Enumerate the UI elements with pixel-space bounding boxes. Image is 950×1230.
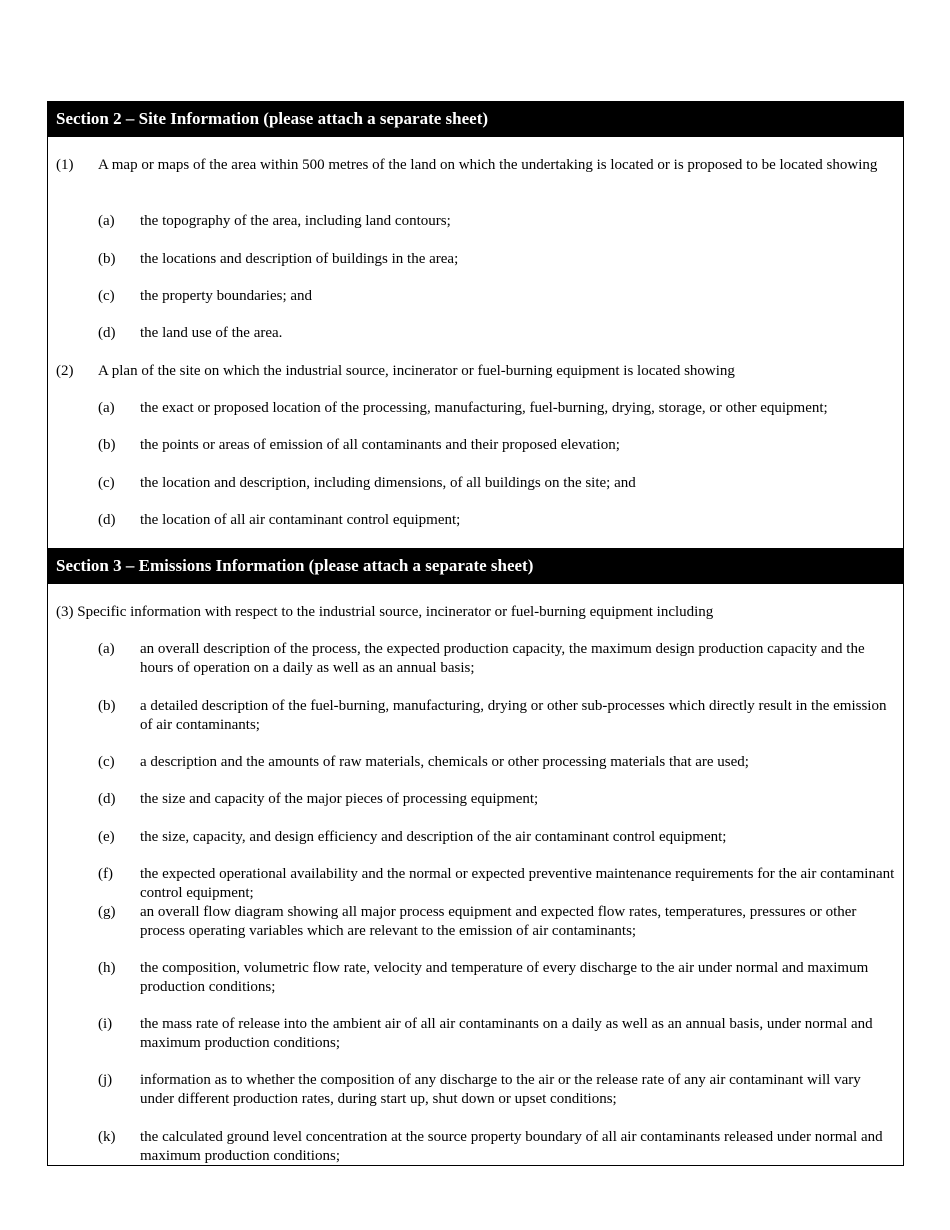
item-3c-label: (c) [98, 754, 115, 770]
item-2-text: A plan of the site on which the industrial source, incinerator or fuel-burning equipment is located showing [98, 363, 735, 379]
item-3f-text: the expected operational availability and the normal or expected preventive maintenance requirements for the air contaminant control equipment; [140, 866, 895, 901]
item-3d-label: (d) [98, 791, 116, 807]
item-3a-label: (a) [98, 641, 115, 657]
item-3j-label: (j) [98, 1072, 113, 1088]
item-3c-text: a description and the amounts of raw materials, chemicals or other processing materials that are used; [140, 754, 749, 770]
item-2-number: (2) [56, 363, 74, 379]
section-2-title: Section 2 – Site Information (please attach a separate sheet) [56, 109, 489, 128]
section-2-header [47, 101, 904, 137]
item-3k-label: (k) [98, 1129, 116, 1145]
item-1c-text: the property boundaries; and [140, 288, 313, 304]
item-2b-text: the points or areas of emission of all contaminants and their proposed elevation; [140, 437, 620, 453]
item-3a-text: an overall description of the process, the expected production capacity, the maximum design production capacity and the hours of operation on a daily as well as an annual basis; [140, 641, 865, 676]
item-1-text: A map or maps of the area within 500 metres of the land on which the undertaking is located or is proposed to be located showing [98, 157, 878, 173]
item-3k-text: the calculated ground level concentration at the source property boundary of all air contaminants released under normal and maximum production conditions; [140, 1129, 883, 1164]
item-1d-label: (d) [98, 325, 116, 341]
item-3b-label: (b) [98, 698, 116, 714]
item-3h-text: the composition, volumetric flow rate, velocity and temperature of every discharge to the air under normal and maximum production conditions; [140, 960, 869, 995]
item-1a-label: (a) [98, 213, 115, 229]
item-3e-label: (e) [98, 829, 115, 845]
item-1b-label: (b) [98, 251, 116, 267]
item-1c-label: (c) [98, 288, 115, 304]
item-2c-text: the location and description, including dimensions, of all buildings on the site; and [140, 475, 636, 491]
item-1d-text: the land use of the area. [140, 325, 283, 341]
item-1b-text: the locations and description of buildings in the area; [140, 251, 459, 267]
item-3g-text: an overall flow diagram showing all major process equipment and expected flow rates, temperatures, pressures or other process operating variables which are relevant to the emission of air contaminants; [140, 904, 857, 939]
section-3-title: Section 3 – Emissions Information (please attach a separate sheet) [56, 556, 534, 575]
item-3-text: (3) Specific information with respect to the industrial source, incinerator or fuel-burning equipment including [56, 604, 714, 620]
item-3j-text: information as to whether the composition of any discharge to the air or the release rate of any air contaminant will vary under different production rates, during start up, shut down or upset conditions; [140, 1072, 861, 1107]
item-2d-label: (d) [98, 512, 116, 528]
item-2a-text: the exact or proposed location of the processing, manufacturing, fuel-burning, drying, storage, or other equipment; [140, 400, 828, 416]
item-3e-text: the size, capacity, and design efficiency and description of the air contaminant control equipment; [140, 829, 727, 845]
item-3i-text: the mass rate of release into the ambient air of all air contaminants on a daily as well as an annual basis, under normal and maximum production conditions; [140, 1016, 873, 1051]
item-2b-label: (b) [98, 437, 116, 453]
item-3h-label: (h) [98, 960, 116, 976]
item-1-number: (1) [56, 157, 74, 173]
item-3b-text: a detailed description of the fuel-burning, manufacturing, drying or other sub-processes which directly result in the emission of air contaminants; [140, 698, 887, 733]
item-2a-label: (a) [98, 400, 115, 416]
item-3i-label: (i) [98, 1016, 113, 1032]
item-3g-label: (g) [98, 904, 116, 920]
item-2d-text: the location of all air contaminant control equipment; [140, 512, 461, 528]
item-3d-text: the size and capacity of the major pieces of processing equipment; [140, 791, 539, 807]
section-3-header [47, 548, 904, 584]
item-2c-label: (c) [98, 475, 115, 491]
item-1a-text: the topography of the area, including land contours; [140, 213, 451, 229]
item-3f-label: (f) [98, 866, 113, 882]
